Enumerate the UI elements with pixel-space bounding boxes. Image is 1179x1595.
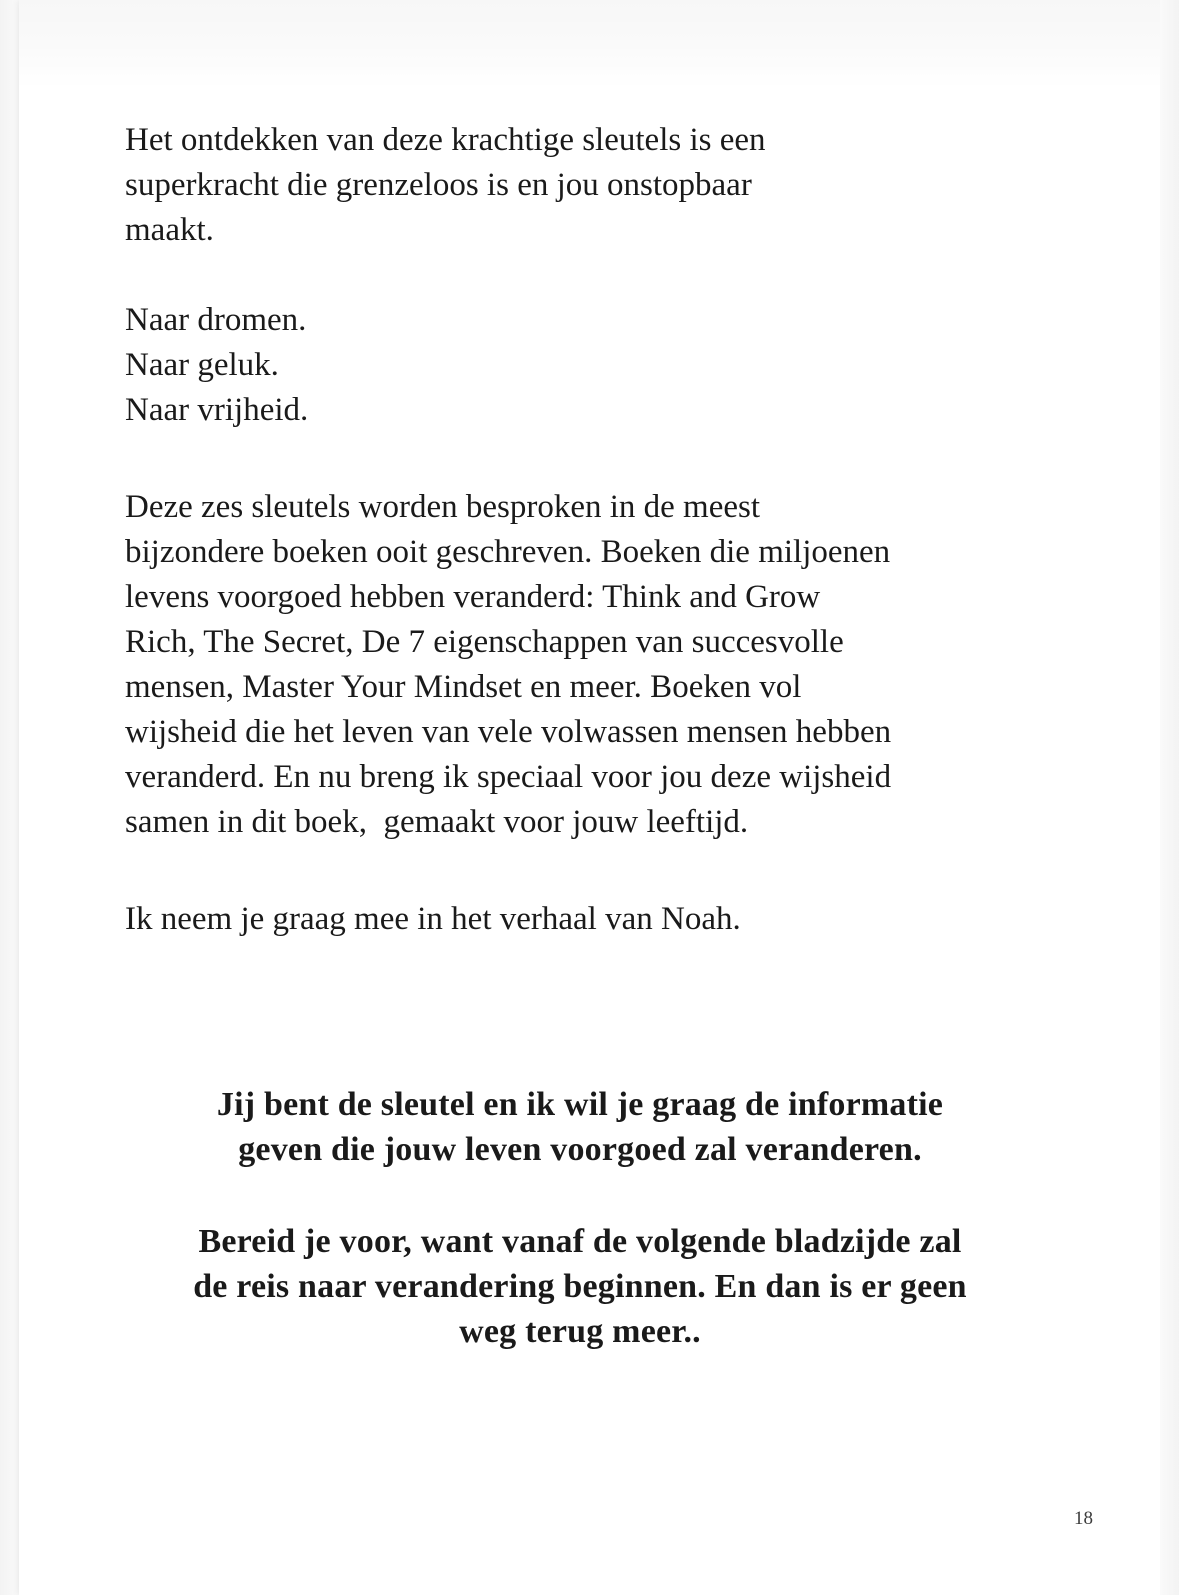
paragraph-intro-superpower: Het ontdekken van deze krachtige sleutels is een superkracht die grenzeloos is en jou onstopbaar maakt. (125, 122, 766, 248)
paragraph-books: Deze zes sleutels worden besproken in de meest bijzondere boeken ooit geschreven. Boeken die miljoenen levens voorgoed hebben veranderd: Think and Grow Rich, The Secret, De 7 eigenschappen van succesvolle mensen, Master Your Mindset en meer. Boeken vol wijsheid die het leven van vele volwassen mensen hebben veranderd. En nu breng ik speciaal voor jou deze wijsheid samen in dit boek, gemaakt voor jouw leeftijd. (125, 489, 892, 840)
book-page (19, 0, 1160, 1595)
right-gutter (1160, 0, 1179, 1595)
paragraph-prepare-yourself: Bereid je voor, want vanaf de volgende bladzijde zal de reis naar verandering beginnen. En dan is er geen weg terug meer.. (193, 1223, 967, 1350)
paragraph-you-are-the-key: Jij bent de sleutel en ik wil je graag de informatie geven die jouw leven voorgoed zal veranderen. (216, 1086, 944, 1168)
paragraph-noah: Ik neem je graag mee in het verhaal van Noah. (125, 901, 741, 937)
left-gutter (0, 0, 19, 1595)
page-number: 18 (1074, 1508, 1093, 1529)
paragraph-naar-list: Naar dromen. Naar geluk. Naar vrijheid. (125, 302, 309, 428)
page-text-content (125, 0, 1035, 1354)
